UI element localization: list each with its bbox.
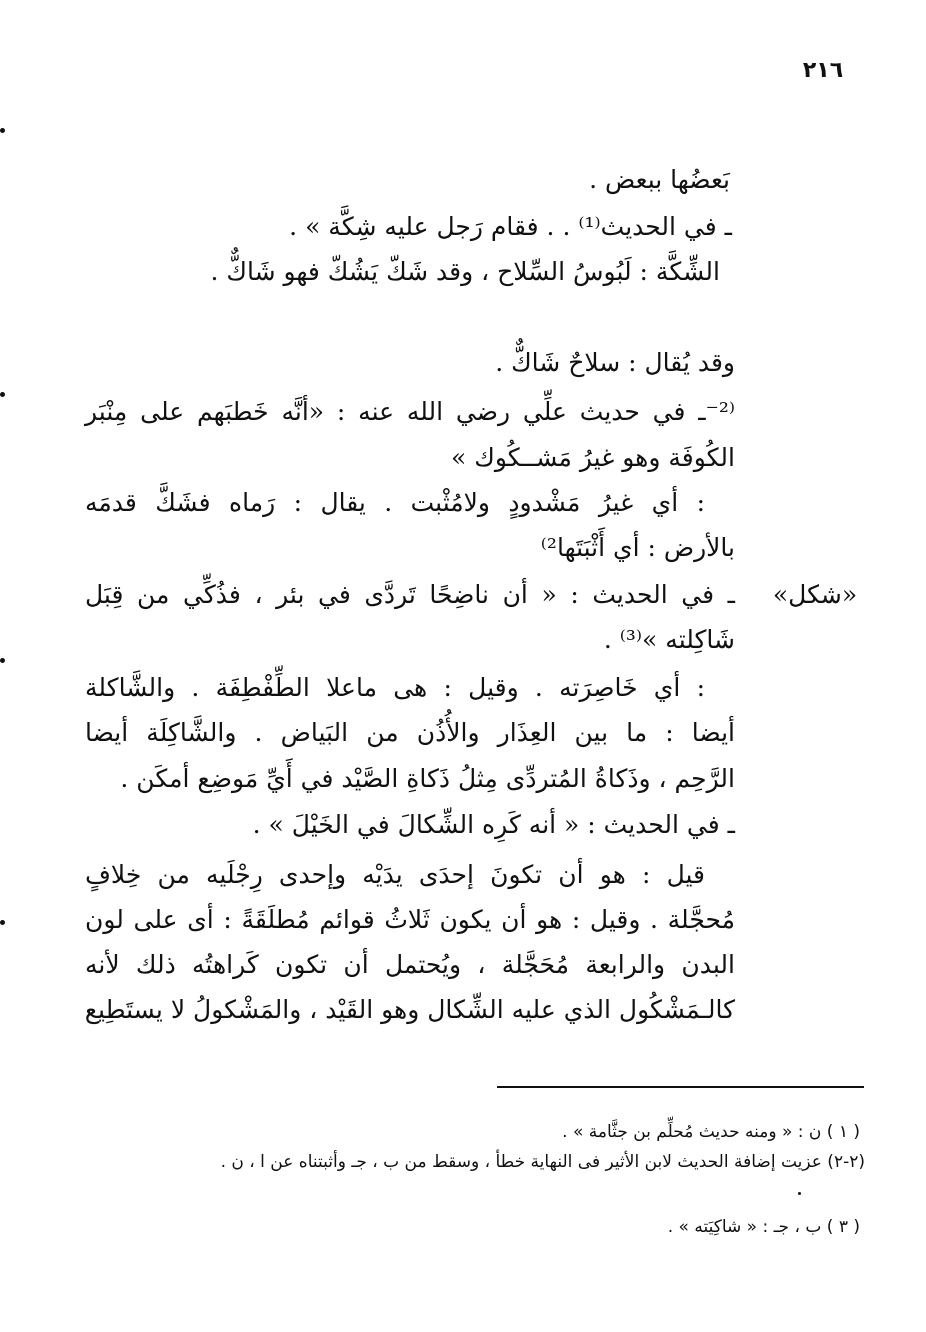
margin-entry-label: «شكل» [772, 580, 858, 609]
text-line: قيل : هو أن تكونَ إحدَى يدَيْه وإحدى رِجْلَيه من خِلافٍ [85, 860, 705, 889]
text-line: : أي غيرُ مَشْدودٍ ولامُثْبت . يقال : رَماه فشَكَّ قدمَه [85, 488, 705, 517]
text-line: مُحجَّلة . وقيل : هو أن يكون ثَلاثُ قوائم مُطلَقَةً : أى على لون [85, 905, 735, 934]
scan-speck [0, 392, 5, 397]
text-line: : أي خَاصِرَته . وقيل : هى ماعلا الطِّفْطِفَة . والشَّاكلة [85, 673, 705, 702]
footnote-separator [497, 1086, 864, 1088]
page-number: ٢١٦ [802, 58, 844, 83]
text-line: ⁽²⁻ـ في حديث علِّي رضي الله عنه : «أنَّه خَطبَهم على مِنْبَر [85, 397, 735, 426]
text-line: كالـمَشْكُول الذي عليه الشِّكال وهو القَيْد ، والمَشْكولُ لا يستَطِيع [84, 995, 735, 1024]
text-line: أيضا : ما بين العِذَار والأُذُن من البَياض . والشَّاكِلَة أيضا [85, 718, 735, 747]
text-line: الشِّكَّة : لَبُوسُ السِّلاح ، وقد شَكّ يَشُكّ فهو شَاكٌّ . [210, 257, 720, 286]
text-line: الكُوفَة وهو غيرُ مَشــكُوك » [451, 443, 735, 472]
text-line: الرَّحِم ، وذَكاةُ المُتردِّى مِثلُ ذَكاةِ الصَّيْد في أَيِّ مَوضِع أمكَن . [120, 764, 735, 793]
text-line: بَعضُها ببعض . [589, 165, 730, 194]
footnote: (٢-٢) عزيت إضافة الحديث لابن الأثير فى النهاية خطأ ، وسقط من ب ، جـ وأثبتناه عن ا ، ن . [220, 1152, 865, 1172]
scan-speck [0, 920, 5, 925]
scan-speck [798, 1192, 801, 1195]
scan-speck [0, 658, 5, 663]
text-line: البدن والرابعة مُحَجَّلة ، ويُحتمل أن تكون كَراهتُه ذلك لأنه [85, 950, 735, 979]
footnote: ( ٣ ) ب ، جـ : « شاكِيَته » . [667, 1217, 860, 1237]
text-line: شَاكِلته »⁽³⁾ . [603, 625, 735, 654]
text-line: ـ في الحديث : « أن ناضِحًا تَردَّى في بئر ، فذُكِّي من قِبَل [85, 580, 735, 609]
text-line: وقد يُقال : سلاحٌ شَاكٌّ . [495, 348, 735, 377]
scan-speck [0, 128, 5, 133]
text-line: بالأرض : أي أَثْبَتَها²⁾ [540, 533, 735, 562]
text-line: ـ في الحديث⁽¹⁾ . . فقام رَجل عليه شِكَّة » . [289, 212, 732, 241]
text-line: ـ في الحديث : « أنه كَرِه الشِّكالَ في الخَيْلَ » . [252, 810, 735, 839]
footnote: ( ١ ) ن : « ومنه حديث مُحلِّم بن جثَّامة » . [562, 1122, 860, 1142]
